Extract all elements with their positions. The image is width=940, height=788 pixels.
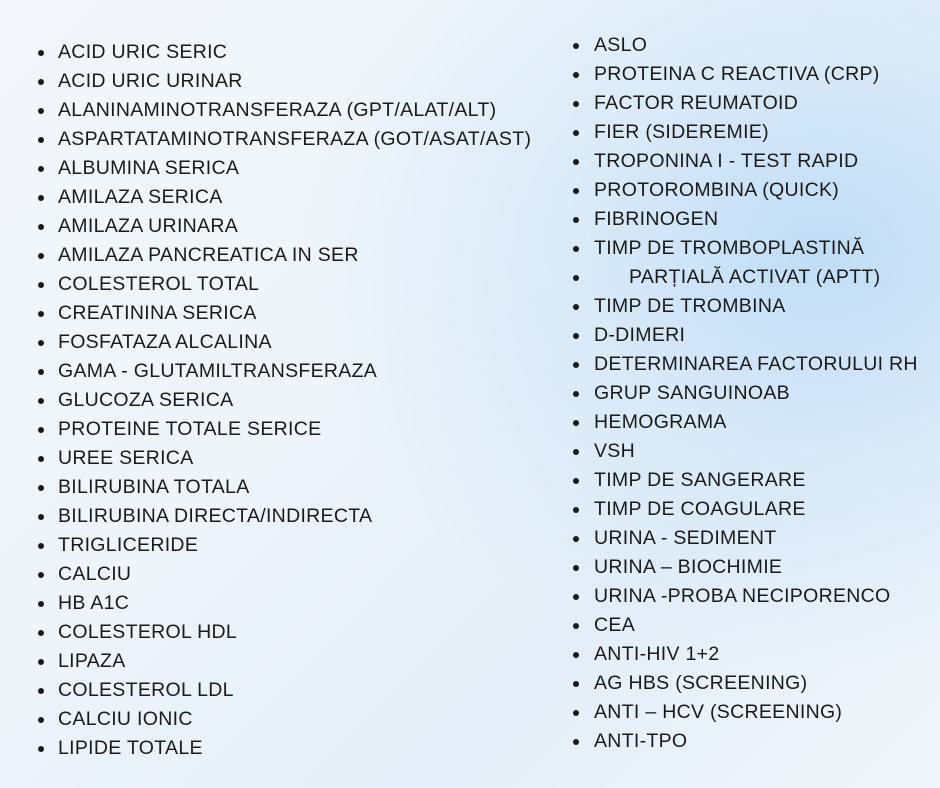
test-name: AMILAZA PANCREATICA IN SER — [58, 244, 359, 266]
bullet-icon — [38, 514, 44, 520]
list-item — [573, 553, 918, 582]
list-item — [573, 466, 918, 495]
bullet-icon — [38, 369, 44, 375]
list-item — [573, 321, 918, 350]
test-name: PROTEINA C REACTIVA (CRP) — [594, 63, 880, 85]
bullet-icon — [573, 188, 579, 194]
list-item — [573, 234, 918, 263]
list-item — [573, 582, 918, 611]
bullet-icon — [573, 681, 579, 687]
test-name: URINA -PROBA NECIPORENCO — [594, 585, 891, 607]
bullet-icon — [38, 398, 44, 404]
test-name: FOSFATAZA ALCALINA — [58, 331, 272, 353]
test-name: ASPARTATAMINOTRANSFERAZA (GOT/ASAT/AST) — [58, 128, 532, 150]
list-item — [573, 147, 918, 176]
list-item — [573, 698, 918, 727]
bullet-icon — [573, 623, 579, 629]
list-item — [573, 524, 918, 553]
test-name: D-DIMERI — [594, 324, 686, 346]
bullet-icon — [573, 478, 579, 484]
bullet-icon — [573, 217, 579, 223]
test-name: TIMP DE TROMBOPLASTINĂ — [594, 237, 865, 259]
list-item — [573, 176, 918, 205]
list-item — [38, 618, 531, 647]
bullet-icon — [38, 543, 44, 549]
list-item — [38, 38, 531, 67]
list-item — [38, 357, 531, 386]
list-item — [573, 727, 918, 756]
bullet-icon — [38, 195, 44, 201]
list-item — [38, 299, 531, 328]
test-name: ASLO — [594, 34, 648, 56]
list-item — [38, 473, 531, 502]
bullet-icon — [38, 688, 44, 694]
bullet-icon — [573, 565, 579, 571]
list-item — [38, 444, 531, 473]
bullet-icon — [573, 246, 579, 252]
bullet-icon — [573, 159, 579, 165]
test-name: ALBUMINA SERICA — [58, 157, 240, 179]
test-name: ANTI-TPO — [594, 730, 688, 752]
test-name: HB A1C — [58, 592, 130, 614]
bullet-icon — [38, 427, 44, 433]
test-name: CEA — [594, 614, 635, 636]
list-item — [38, 328, 531, 357]
list-item — [38, 241, 531, 270]
bullet-icon — [38, 311, 44, 317]
test-name: CREATININA SERICA — [58, 302, 257, 324]
test-name: FIBRINOGEN — [594, 208, 719, 230]
list-item — [573, 89, 918, 118]
test-name: TIMP DE TROMBINA — [594, 295, 786, 317]
bullet-icon — [573, 536, 579, 542]
list-item — [38, 270, 531, 299]
list-item — [38, 96, 531, 125]
bullet-icon — [38, 282, 44, 288]
test-name: ALANINAMINOTRANSFERAZA (GPT/ALAT/ALT) — [58, 99, 497, 121]
test-name: COLESTEROL LDL — [58, 679, 234, 701]
test-name: FACTOR REUMATOID — [594, 92, 799, 114]
bullet-icon — [573, 43, 579, 49]
list-item — [573, 611, 918, 640]
list-item — [573, 379, 918, 408]
bullet-icon — [573, 449, 579, 455]
bullet-icon — [573, 304, 579, 310]
list-item — [38, 705, 531, 734]
list-item — [38, 415, 531, 444]
list-item — [573, 263, 918, 292]
bullet-icon — [38, 746, 44, 752]
test-name: UREE SERICA — [58, 447, 194, 469]
test-name: BILIRUBINA DIRECTA/INDIRECTA — [58, 505, 373, 527]
bullet-icon — [38, 456, 44, 462]
test-name: AMILAZA SERICA — [58, 186, 223, 208]
test-name: LIPAZA — [58, 650, 126, 672]
test-name: TRIGLICERIDE — [58, 534, 199, 556]
bullet-icon — [573, 710, 579, 716]
bullet-icon — [38, 224, 44, 230]
test-name: AMILAZA URINARA — [58, 215, 239, 237]
bullet-icon — [573, 507, 579, 513]
bullet-icon — [573, 420, 579, 426]
bullet-icon — [38, 659, 44, 665]
test-name: COLESTEROL HDL — [58, 621, 238, 643]
test-name: CALCIU IONIC — [58, 708, 193, 730]
bullet-icon — [573, 362, 579, 368]
bullet-icon — [38, 340, 44, 346]
list-item — [573, 669, 918, 698]
test-name: DETERMINAREA FACTORULUI RH — [594, 353, 918, 375]
test-name: HEMOGRAMA — [594, 411, 727, 433]
test-name: AG HBS (SCREENING) — [594, 672, 808, 694]
test-name: GRUP SANGUINOAB — [594, 382, 790, 404]
list-item — [38, 560, 531, 589]
test-name: GAMA - GLUTAMILTRANSFERAZA — [58, 360, 378, 382]
test-name: PROTEINE TOTALE SERICE — [58, 418, 322, 440]
test-name: PARȚIALĂ ACTIVAT (APTT) — [629, 266, 881, 288]
list-item — [573, 205, 918, 234]
list-item — [573, 292, 918, 321]
list-item — [573, 60, 918, 89]
list-item — [38, 531, 531, 560]
test-name: ACID URIC URINAR — [58, 70, 243, 92]
test-name: BILIRUBINA TOTALA — [58, 476, 250, 498]
test-name: COLESTEROL TOTAL — [58, 273, 260, 295]
test-name: ANTI-HIV 1+2 — [594, 643, 720, 665]
list-item — [38, 734, 531, 763]
test-name: VSH — [594, 440, 635, 462]
test-name: URINA – BIOCHIMIE — [594, 556, 783, 578]
bullet-icon — [38, 485, 44, 491]
bullet-icon — [38, 253, 44, 259]
bullet-icon — [38, 630, 44, 636]
bullet-icon — [573, 101, 579, 107]
list-item — [573, 118, 918, 147]
bullet-icon — [573, 739, 579, 745]
right-test-list — [573, 31, 918, 756]
list-item — [573, 408, 918, 437]
test-name: ANTI – HCV (SCREENING) — [594, 701, 843, 723]
bullet-icon — [38, 137, 44, 143]
list-item — [38, 125, 531, 154]
list-item — [573, 31, 918, 60]
test-name: FIER (SIDEREMIE) — [594, 121, 769, 143]
list-item — [573, 437, 918, 466]
bullet-icon — [38, 601, 44, 607]
test-name: URINA - SEDIMENT — [594, 527, 777, 549]
bullet-icon — [573, 391, 579, 397]
list-item — [573, 495, 918, 524]
list-item — [573, 350, 918, 379]
bullet-icon — [38, 572, 44, 578]
list-item — [38, 647, 531, 676]
bullet-icon — [38, 50, 44, 56]
test-name: TROPONINA I - TEST RAPID — [594, 150, 859, 172]
bullet-icon — [573, 72, 579, 78]
list-item — [38, 589, 531, 618]
list-item — [573, 640, 918, 669]
list-item — [38, 183, 531, 212]
list-item — [38, 502, 531, 531]
test-name: CALCIU — [58, 563, 132, 585]
bullet-icon — [573, 594, 579, 600]
bullet-icon — [38, 166, 44, 172]
left-test-list — [38, 38, 531, 763]
bullet-icon — [38, 79, 44, 85]
list-item — [38, 386, 531, 415]
test-name: GLUCOZA SERICA — [58, 389, 234, 411]
list-item — [38, 154, 531, 183]
test-name: ACID URIC SERIC — [58, 41, 228, 63]
bullet-icon — [573, 275, 579, 281]
bullet-icon — [573, 130, 579, 136]
test-name: TIMP DE COAGULARE — [594, 498, 806, 520]
bullet-icon — [38, 108, 44, 114]
bullet-icon — [38, 717, 44, 723]
list-item — [38, 676, 531, 705]
test-name: TIMP DE SANGERARE — [594, 469, 806, 491]
bullet-icon — [573, 652, 579, 658]
test-name: LIPIDE TOTALE — [58, 737, 203, 759]
bullet-icon — [573, 333, 579, 339]
list-item — [38, 67, 531, 96]
list-item — [38, 212, 531, 241]
test-name: PROTOROMBINA (QUICK) — [594, 179, 840, 201]
